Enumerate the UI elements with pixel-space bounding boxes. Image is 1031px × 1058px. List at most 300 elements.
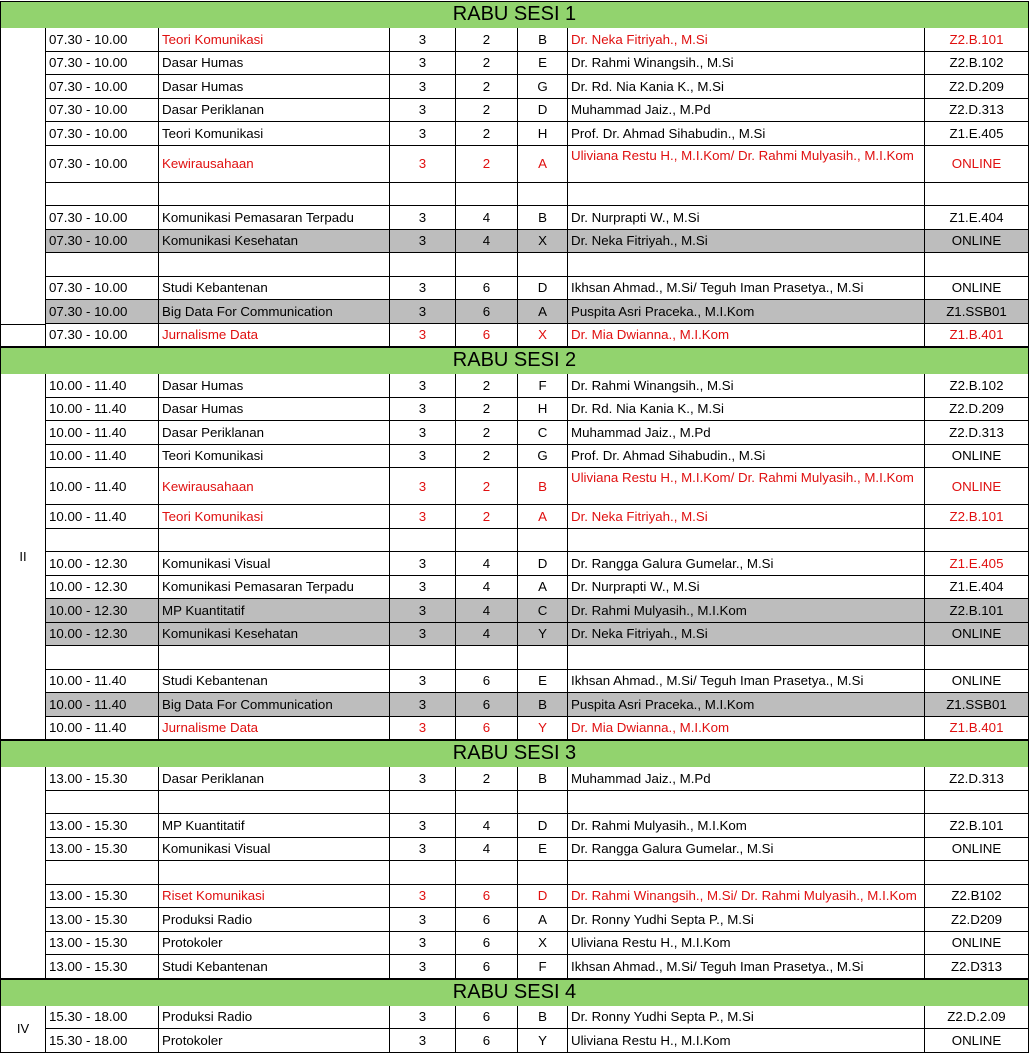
semester-cell (456, 505, 518, 529)
semester-cell (456, 324, 518, 348)
course-text: Teori Komunikasi (162, 508, 264, 524)
semester-cell (456, 99, 518, 123)
course-cell (159, 861, 390, 885)
empty-row (0, 183, 1029, 207)
sks-text: 3 (418, 1032, 427, 1048)
class-cell (518, 52, 568, 76)
sks-cell (390, 300, 456, 324)
course-cell (159, 670, 390, 694)
time-text: 10.00 - 11.40 (49, 673, 127, 689)
sks-cell (390, 861, 456, 885)
time-cell (46, 552, 159, 576)
room-text: ONLINE (951, 841, 1002, 857)
semester-cell (456, 932, 518, 956)
room-cell (925, 1006, 1029, 1030)
sks-text: 3 (418, 770, 427, 786)
room-cell (925, 908, 1029, 932)
time-text: 07.30 - 10.00 (49, 303, 128, 319)
sks-text: 3 (418, 125, 427, 141)
course-text: Kewirausahaan (162, 156, 254, 171)
semester-text: 6 (482, 958, 491, 974)
course-text: MP Kuantitatif (162, 602, 245, 618)
semester-cell (456, 206, 518, 230)
course-cell (159, 230, 390, 254)
room-text: ONLINE (951, 1032, 1002, 1048)
sks-cell (390, 1006, 456, 1030)
room-text: Z2.D313 (951, 958, 1002, 974)
semester-cell (456, 791, 518, 815)
time-cell (46, 183, 159, 207)
lecturer-text: Puspita Asri Praceka., M.I.Kom (571, 303, 755, 319)
time-cell (46, 468, 159, 505)
session-label: II (19, 549, 27, 564)
semester-cell (456, 146, 518, 183)
time-cell (46, 670, 159, 694)
lecturer-text: Dr. Rahmi Winangsih., M.Si (571, 377, 734, 393)
semester-text: 2 (482, 31, 491, 47)
course-cell (159, 300, 390, 324)
sks-cell (390, 277, 456, 301)
course-cell (159, 324, 390, 348)
lecturer-cell (568, 468, 925, 505)
course-text: Dasar Humas (162, 401, 244, 417)
time-text: 10.00 - 12.30 (49, 579, 128, 595)
class-cell (518, 324, 568, 348)
time-cell (46, 861, 159, 885)
sks-text: 3 (418, 911, 427, 927)
class-text: F (538, 377, 547, 393)
semester-text: 4 (482, 602, 491, 618)
lecturer-text: Muhammad Jaiz., M.Pd (571, 102, 711, 118)
sks-text: 3 (418, 579, 427, 595)
course-cell (159, 838, 390, 862)
course-text: Big Data For Communication (162, 696, 333, 712)
semester-cell (456, 717, 518, 741)
class-text: B (538, 31, 547, 47)
course-cell (159, 1029, 390, 1053)
class-text: B (538, 696, 547, 712)
sks-cell (390, 421, 456, 445)
class-cell (518, 646, 568, 670)
semester-text: 6 (482, 720, 491, 736)
course-text: Dasar Periklanan (162, 102, 264, 118)
class-cell (518, 277, 568, 301)
semester-text: 6 (482, 911, 491, 927)
room-cell (925, 814, 1029, 838)
class-cell (518, 300, 568, 324)
sks-cell (390, 814, 456, 838)
semester-text: 6 (482, 935, 491, 951)
course-cell (159, 599, 390, 623)
semester-text: 2 (482, 55, 491, 71)
lecturer-cell (568, 693, 925, 717)
time-text: 07.30 - 10.00 (49, 280, 128, 296)
lecturer-text: Dr. Rahmi Mulyasih., M.I.Kom (571, 817, 747, 833)
class-cell (518, 75, 568, 99)
class-cell (518, 374, 568, 398)
lecturer-text: Dr. Rahmi Winangsih., M.Si/ Dr. Rahmi Mulyasih., M.I.Kom (571, 888, 917, 904)
time-text: 10.00 - 11.40 (49, 448, 127, 464)
course-text: Riset Komunikasi (162, 888, 265, 904)
lecturer-text: Dr. Rangga Galura Gumelar., M.Si (571, 555, 774, 571)
sks-cell (390, 206, 456, 230)
table-row (0, 374, 1029, 398)
sks-text: 3 (418, 478, 427, 494)
table-row (0, 398, 1029, 422)
room-cell (925, 398, 1029, 422)
class-text: X (538, 233, 547, 249)
time-cell (46, 505, 159, 529)
time-text: 13.00 - 15.30 (49, 888, 128, 904)
sks-cell (390, 122, 456, 146)
sks-text: 3 (418, 401, 427, 417)
lecturer-cell (568, 374, 925, 398)
time-text: 07.30 - 10.00 (49, 102, 128, 118)
sks-cell (390, 445, 456, 469)
course-cell (159, 1006, 390, 1030)
time-text: 13.00 - 15.30 (49, 958, 128, 974)
course-text: Dasar Periklanan (162, 770, 264, 786)
time-text: 07.30 - 10.00 (49, 209, 128, 225)
room-text: Z1.B.401 (949, 720, 1004, 736)
semester-text: 2 (482, 770, 491, 786)
lecturer-cell (568, 529, 925, 553)
lecturer-text: Puspita Asri Praceka., M.I.Kom (571, 696, 755, 712)
time-cell (46, 230, 159, 254)
sks-cell (390, 908, 456, 932)
class-cell (518, 885, 568, 909)
sks-text: 3 (418, 327, 427, 343)
room-cell (925, 206, 1029, 230)
room-text: Z2.D209 (951, 911, 1002, 927)
lecturer-cell (568, 623, 925, 647)
semester-cell (456, 670, 518, 694)
lecturer-text: Prof. Dr. Ahmad Sihabudin., M.Si (571, 448, 766, 464)
course-cell (159, 398, 390, 422)
room-text: Z2.D.209 (949, 401, 1004, 417)
lecturer-text: Dr. Ronny Yudhi Septa P., M.Si (571, 1009, 754, 1025)
table-row (0, 552, 1029, 576)
room-text: Z2.D.313 (949, 770, 1004, 786)
sks-cell (390, 646, 456, 670)
class-cell (518, 230, 568, 254)
sks-cell (390, 885, 456, 909)
room-cell (925, 670, 1029, 694)
semester-cell (456, 1006, 518, 1030)
class-text: Y (538, 626, 547, 642)
table-row (0, 445, 1029, 469)
lecturer-cell (568, 28, 925, 52)
sks-cell (390, 505, 456, 529)
empty-row (0, 791, 1029, 815)
class-cell (518, 28, 568, 52)
lecturer-text: Ikhsan Ahmad., M.Si/ Teguh Iman Prasetya., M.Si (571, 673, 864, 689)
room-cell (925, 693, 1029, 717)
sks-text: 3 (418, 280, 427, 296)
semester-text: 2 (482, 424, 491, 440)
semester-cell (456, 576, 518, 600)
semester-cell (456, 230, 518, 254)
time-text: 13.00 - 15.30 (49, 911, 128, 927)
table-row (0, 767, 1029, 791)
lecturer-cell (568, 398, 925, 422)
course-text: Komunikasi Visual (162, 841, 271, 857)
table-row (0, 206, 1029, 230)
room-cell (925, 324, 1029, 348)
room-cell (925, 52, 1029, 76)
lecturer-text: Uliviana Restu H., M.I.Kom (571, 935, 731, 951)
time-cell (46, 421, 159, 445)
lecturer-text: Uliviana Restu H., M.I.Kom/ Dr. Rahmi Mulyasih., M.I.Kom (571, 470, 914, 485)
table-row (0, 468, 1029, 505)
class-cell (518, 908, 568, 932)
semester-cell (456, 767, 518, 791)
class-cell (518, 122, 568, 146)
room-text: Z2.B.101 (949, 31, 1004, 47)
semester-text: 6 (482, 327, 491, 343)
time-text: 10.00 - 12.30 (49, 555, 128, 571)
divider (0, 324, 46, 325)
room-cell (925, 277, 1029, 301)
semester-text: 2 (482, 448, 491, 464)
lecturer-text: Dr. Mia Dwianna., M.I.Kom (571, 720, 730, 736)
sks-cell (390, 99, 456, 123)
room-cell (925, 576, 1029, 600)
room-text: ONLINE (951, 478, 1002, 494)
class-text: A (538, 303, 547, 319)
lecturer-text: Prof. Dr. Ahmad Sihabudin., M.Si (571, 125, 766, 141)
room-cell (925, 183, 1029, 207)
semester-text: 4 (482, 233, 491, 249)
course-text: Big Data For Communication (162, 303, 333, 319)
class-text: E (538, 841, 547, 857)
session-label-cell (0, 28, 46, 347)
class-text: A (538, 579, 547, 595)
room-cell (925, 374, 1029, 398)
class-cell (518, 146, 568, 183)
room-text: Z1.E.404 (949, 209, 1004, 225)
lecturer-cell (568, 932, 925, 956)
class-cell (518, 468, 568, 505)
room-cell (925, 122, 1029, 146)
lecturer-cell (568, 253, 925, 277)
time-cell (46, 28, 159, 52)
time-text: 10.00 - 11.40 (49, 696, 127, 712)
class-text: A (538, 911, 547, 927)
class-text: B (538, 478, 547, 494)
semester-text: 6 (482, 888, 491, 904)
semester-text: 2 (482, 125, 491, 141)
sks-cell (390, 529, 456, 553)
sks-text: 3 (418, 31, 427, 47)
table-row (0, 277, 1029, 301)
time-text: 13.00 - 15.30 (49, 935, 128, 951)
class-cell (518, 183, 568, 207)
class-text: E (538, 55, 547, 71)
room-text: ONLINE (951, 448, 1002, 464)
lecturer-cell (568, 955, 925, 979)
time-cell (46, 374, 159, 398)
semester-cell (456, 529, 518, 553)
table-row (0, 885, 1029, 909)
sks-text: 3 (418, 841, 427, 857)
time-text: 07.30 - 10.00 (49, 233, 128, 249)
lecturer-cell (568, 183, 925, 207)
table-row (0, 693, 1029, 717)
lecturer-cell (568, 1006, 925, 1030)
class-cell (518, 421, 568, 445)
time-cell (46, 576, 159, 600)
lecturer-cell (568, 324, 925, 348)
sks-cell (390, 932, 456, 956)
lecturer-cell (568, 885, 925, 909)
course-text: Studi Kebantenan (162, 280, 268, 296)
semester-cell (456, 253, 518, 277)
lecturer-cell (568, 75, 925, 99)
semester-cell (456, 552, 518, 576)
room-text: Z2.D.209 (949, 78, 1004, 94)
course-text: Dasar Humas (162, 55, 244, 71)
semester-cell (456, 398, 518, 422)
semester-cell (456, 28, 518, 52)
course-cell (159, 885, 390, 909)
time-cell (46, 791, 159, 815)
class-text: Y (538, 720, 547, 736)
lecturer-cell (568, 99, 925, 123)
time-text: 07.30 - 10.00 (49, 327, 128, 343)
room-cell (925, 28, 1029, 52)
lecturer-cell (568, 838, 925, 862)
class-text: Y (538, 1032, 547, 1048)
sks-cell (390, 791, 456, 815)
class-cell (518, 693, 568, 717)
table-row (0, 932, 1029, 956)
class-text: C (537, 424, 548, 440)
lecturer-cell (568, 767, 925, 791)
sks-text: 3 (418, 888, 427, 904)
room-cell (925, 75, 1029, 99)
time-cell (46, 52, 159, 76)
lecturer-text: Ikhsan Ahmad., M.Si/ Teguh Iman Prasetya., M.Si (571, 958, 864, 974)
semester-cell (456, 623, 518, 647)
semester-text: 6 (482, 1009, 491, 1025)
sks-cell (390, 552, 456, 576)
class-cell (518, 576, 568, 600)
class-text: X (538, 327, 547, 343)
sks-cell (390, 183, 456, 207)
lecturer-text: Dr. Rd. Nia Kania K., M.Si (571, 401, 724, 417)
table-row (0, 421, 1029, 445)
semester-text: 2 (482, 377, 491, 393)
course-cell (159, 908, 390, 932)
course-cell (159, 529, 390, 553)
sks-text: 3 (418, 935, 427, 951)
room-text: Z2.B.101 (949, 602, 1004, 618)
lecturer-text: Muhammad Jaiz., M.Pd (571, 770, 711, 786)
time-text: 10.00 - 12.30 (49, 626, 128, 642)
lecturer-cell (568, 576, 925, 600)
time-cell (46, 955, 159, 979)
lecturer-text: Uliviana Restu H., M.I.Kom/ Dr. Rahmi Mulyasih., M.I.Kom (571, 147, 914, 163)
semester-text: 2 (482, 78, 491, 94)
sks-cell (390, 374, 456, 398)
class-text: D (537, 817, 548, 833)
lecturer-cell (568, 717, 925, 741)
lecturer-cell (568, 206, 925, 230)
lecturer-cell (568, 791, 925, 815)
table-row (0, 28, 1029, 52)
session-label-cell (0, 1006, 46, 1053)
course-text: Komunikasi Pemasaran Terpadu (162, 209, 354, 225)
room-text: ONLINE (951, 935, 1002, 951)
lecturer-cell (568, 646, 925, 670)
room-cell (925, 421, 1029, 445)
class-text: A (538, 156, 547, 171)
class-text: B (538, 209, 547, 225)
lecturer-text: Dr. Neka Fitriyah., M.Si (571, 626, 708, 642)
table-row (0, 623, 1029, 647)
course-cell (159, 99, 390, 123)
semester-cell (456, 955, 518, 979)
time-cell (46, 75, 159, 99)
lecturer-text: Dr. Mia Dwianna., M.I.Kom (571, 327, 730, 343)
sks-text: 3 (418, 1009, 427, 1025)
sks-cell (390, 623, 456, 647)
sks-text: 3 (418, 555, 427, 571)
room-cell (925, 767, 1029, 791)
room-text: Z1.E.405 (949, 555, 1004, 571)
class-text: C (537, 602, 548, 618)
class-cell (518, 505, 568, 529)
lecturer-text: Ikhsan Ahmad., M.Si/ Teguh Iman Prasetya., M.Si (571, 280, 864, 296)
course-cell (159, 445, 390, 469)
class-text: G (537, 448, 548, 464)
semester-cell (456, 52, 518, 76)
lecturer-cell (568, 445, 925, 469)
room-text: ONLINE (951, 156, 1002, 171)
course-text: Teori Komunikasi (162, 125, 264, 141)
semester-cell (456, 838, 518, 862)
course-cell (159, 52, 390, 76)
course-text: Teori Komunikasi (162, 448, 264, 464)
room-cell (925, 599, 1029, 623)
semester-cell (456, 421, 518, 445)
course-text: Dasar Periklanan (162, 424, 264, 440)
sks-cell (390, 767, 456, 791)
lecturer-cell (568, 300, 925, 324)
table-row (0, 599, 1029, 623)
room-cell (925, 861, 1029, 885)
class-cell (518, 838, 568, 862)
table-row (0, 838, 1029, 862)
semester-cell (456, 374, 518, 398)
table-row (0, 52, 1029, 76)
course-text: Jurnalisme Data (162, 720, 259, 736)
sks-text: 3 (418, 626, 427, 642)
table-row (0, 1006, 1029, 1030)
time-text: 10.00 - 11.40 (49, 377, 127, 393)
room-text: Z2.D.313 (949, 424, 1004, 440)
room-cell (925, 955, 1029, 979)
semester-text: 4 (482, 841, 491, 857)
room-cell (925, 99, 1029, 123)
time-text: 07.30 - 10.00 (49, 125, 128, 141)
semester-cell (456, 183, 518, 207)
course-cell (159, 576, 390, 600)
semester-text: 4 (482, 209, 491, 225)
sks-text: 3 (418, 156, 427, 171)
room-text: ONLINE (951, 626, 1002, 642)
